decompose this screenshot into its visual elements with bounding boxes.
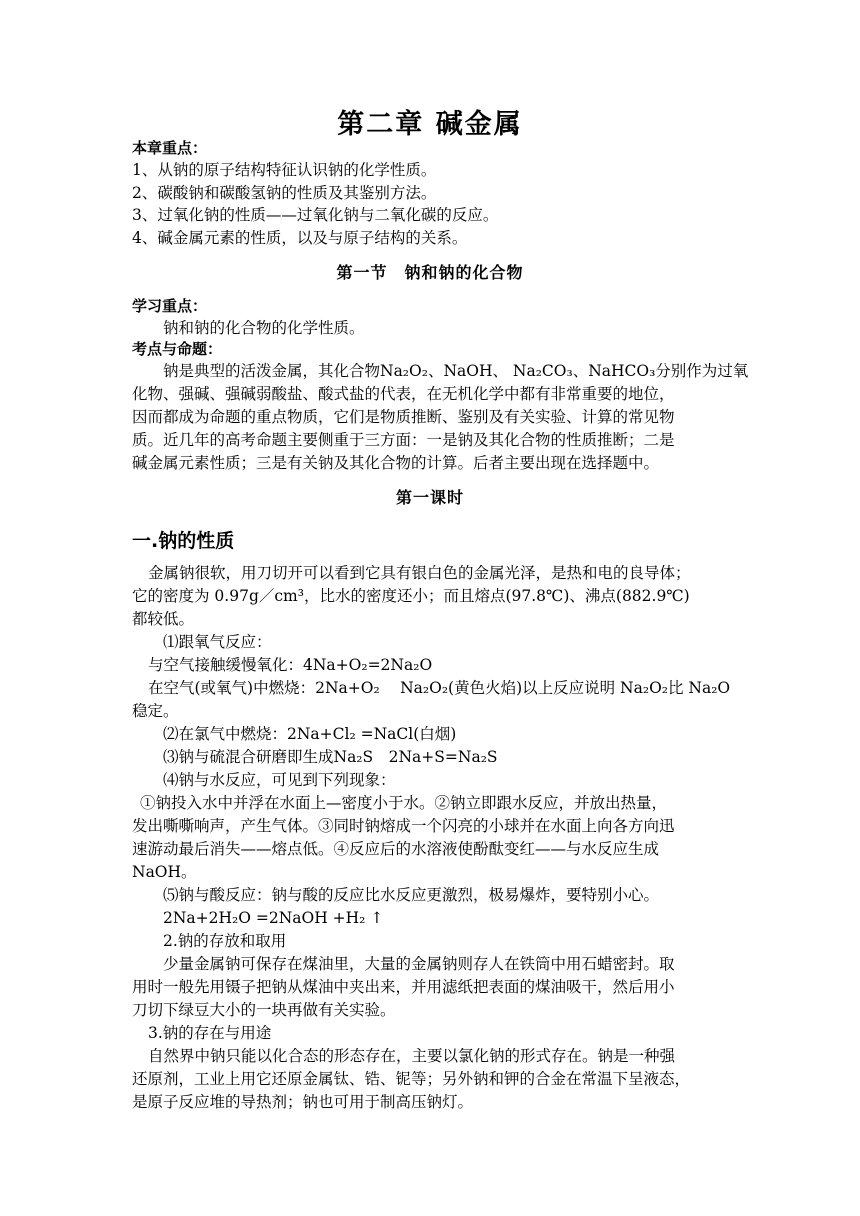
oxygen-burn-cont: 稳定。 [132, 702, 179, 720]
key-point-item: 1、从钠的原子结构特征认识钠的化学性质。 [132, 161, 437, 179]
key-point-item: 3、过氧化钠的性质——过氧化钠与二氧化碳的反应。 [132, 206, 499, 224]
key-points-label: 本章重点： [132, 139, 208, 157]
water-line: ①钠投入水中并浮在水面上—密度小于水。②钠立即跟水反应，并放出热量， [140, 794, 668, 812]
oxygen-burn: 在空气(或氧气)中燃烧：2Na+O₂ Na₂O₂(黄色火焰)以上反应说明 Na₂O₂比 Na₂O [148, 679, 731, 697]
study-focus-label: 学习重点： [132, 297, 208, 315]
part1-intro-line: 都较低。 [132, 610, 195, 628]
part1-intro-line: 它的密度为 0.97g／cm³，比水的密度还小；而且熔点(97.8℃)、沸点(882.9℃) [132, 587, 690, 605]
chapter-title: 第二章 碱金属 [337, 109, 523, 140]
exam-points-line: 碱金属元素性质；三是有关钠及其化合物的计算。后者主要出现在选择题中。 [132, 454, 660, 472]
key-point-item: 4、碱金属元素的性质，以及与原子结构的关系。 [132, 229, 468, 247]
part3-line: 还原剂，工业上用它还原金属钛、锆、铌等；另外钠和钾的合金在常温下呈液态， [132, 1070, 691, 1088]
acid-reaction: ⑸钠与酸反应：钠与酸的反应比水反应更激烈，极易爆炸，要特别小心。 [163, 886, 660, 904]
water-line: 速游动最后消失——熔点低。④反应后的水溶液使酚酞变红——与水反应生成 [132, 840, 660, 858]
part3-heading: 3.钠的存在与用途 [148, 1024, 272, 1042]
exam-points-line: 钠是典型的活泼金属，其化合物Na₂O₂、NaOH、 Na₂CO₃、NaHCO₃分别作为过氧 [163, 362, 749, 380]
part2-line: 用时一般先用镊子把钠从煤油中夹出来，并用滤纸把表面的煤油吸干，然后用小 [132, 978, 675, 996]
water-equation: 2Na+2H₂O =2NaOH +H₂ ↑ [163, 909, 384, 927]
part1-intro-line: 金属钠很软，用刀切开可以看到它具有银白色的金属光泽，是热和电的良导体； [148, 564, 691, 582]
exam-points-line: 质。近几年的高考命题主要侧重于三方面：一是钠及其化合物的性质推断；二是 [132, 431, 675, 449]
part2-line: 刀切下绿豆大小的一块再做有关实验。 [132, 1001, 396, 1019]
sulfur-reaction: ⑶钠与硫混合研磨即生成Na₂S 2Na+S=Na₂S [163, 748, 498, 766]
exam-points-label: 考点与命题： [132, 340, 223, 358]
water-label: ⑷钠与水反应，可见到下列现象： [163, 771, 396, 789]
part2-heading: 2.钠的存放和取用 [163, 932, 287, 950]
exam-points-line: 因而都成为命题的重点物质，它们是物质推断、鉴别及有关实验、计算的常见物 [132, 408, 675, 426]
part1-heading: 一.钠的性质 [132, 530, 235, 552]
part3-line: 是原子反应堆的导热剂；钠也可用于制高压钠灯。 [132, 1093, 474, 1111]
chlorine-reaction: ⑵在氯气中燃烧：2Na+Cl₂ =NaCl(白烟) [163, 725, 457, 743]
part2-line: 少量金属钠可保存在煤油里，大量的金属钠则存人在铁筒中用石蜡密封。取 [163, 955, 675, 973]
study-focus-text: 钠和钠的化合物的化学性质。 [163, 319, 365, 337]
lesson-title: 第一课时 [395, 488, 464, 507]
part3-line: 自然界中钠只能以化合态的形态存在，主要以氯化钠的形式存在。钠是一种强 [148, 1047, 676, 1065]
exam-points-line: 化物、强碱、强碱弱酸盐、酸式盐的代表，在无机化学中都有非常重要的地位， [132, 385, 675, 403]
section-title: 第一节 钠和钠的化合物 [336, 263, 524, 282]
key-point-item: 2、碳酸钠和碳酸氢钠的性质及其鉴别方法。 [132, 184, 437, 202]
water-line: NaOH。 [132, 863, 197, 881]
oxygen-label: ⑴跟氧气反应： [163, 633, 272, 651]
oxygen-slow: 与空气接触缓慢氧化：4Na+O₂=2Na₂O [148, 656, 433, 674]
water-line: 发出嘶嘶响声，产生气体。③同时钠熔成一个闪亮的小球并在水面上向各方向迅 [132, 817, 675, 835]
